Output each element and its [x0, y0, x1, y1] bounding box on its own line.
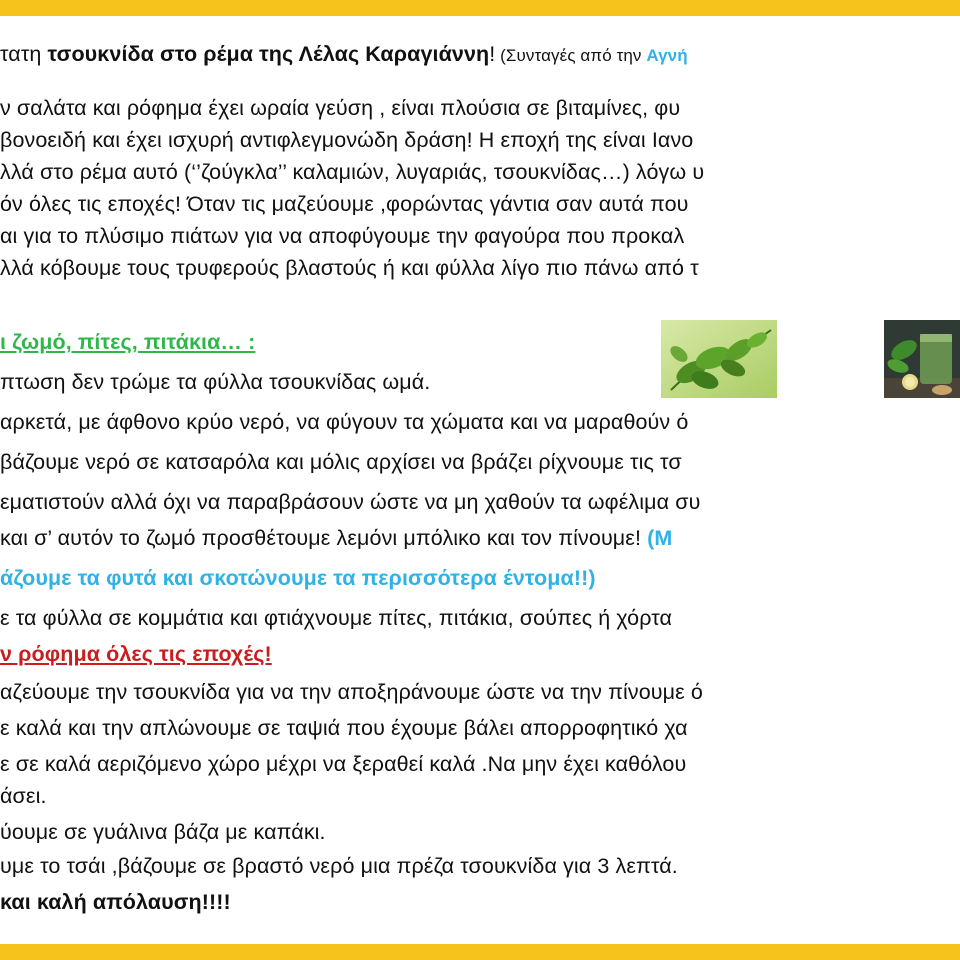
broth-line-7: ε τα φύλλα σε κομμάτια και φτιάχνουμε πίτες, πιτάκια, σούπες ή χόρτα [0, 606, 673, 630]
top-yellow-border [0, 0, 960, 16]
closing-line: και καλή απόλαυση!!!! [0, 890, 231, 914]
intro-line-5: αι για το πλύσιμο πιάτων για να αποφύγουμε την φαγούρα που προκαλ [0, 224, 685, 248]
tea-line-1: αζεύουμε την τσουκνίδα για να την αποξηράνουμε ώστε να την πίνουμε ό [0, 680, 703, 704]
tea-line-3: ε σε καλά αεριζόμενο χώρο μέχρι να ξεραθεί καλά .Να μην έχει καθόλου [0, 752, 687, 776]
tea-line-2: ε καλά και την απλώνουμε σε ταψιά που έχουμε βάλει απορροφητικό χα [0, 716, 688, 740]
nettle-tea-photo [884, 320, 960, 398]
broth-line-4: εματιστούν αλλά όχι να παραβράσουν ώστε να μη χαθούν τα ωφέλιμα συ [0, 490, 701, 514]
title-source: (Συνταγές από την [495, 46, 647, 65]
bottom-yellow-border [0, 944, 960, 960]
tea-line-4: άσει. [0, 784, 47, 808]
intro-line-4: όν όλες τις εποχές! Όταν τις μαζεύουμε ,φορώντας γάντια σαν αυτά που [0, 192, 689, 216]
broth-line-2: αρκετά, με άφθονο κρύο νερό, να φύγουν τα χώματα και να μαραθούν ό [0, 410, 689, 434]
intro-line-1: ν σαλάτα και ρόφημα έχει ωραία γεύση , είναι πλούσια σε βιταμίνες, φυ [0, 96, 681, 120]
broth-note-start: (Μ [647, 526, 673, 550]
intro-line-6: λλά κόβουμε τους τρυφερούς βλαστούς ή και φύλλα λίγο πιο πάνω από τ [0, 256, 699, 280]
title-author: Αγνή [646, 46, 688, 65]
tea-line-5: ύουμε σε γυάλινα βάζα με καπάκι. [0, 820, 326, 844]
broth-line-5: και σ’ αυτόν το ζωμό προσθέτουμε λεμόνι μπόλικο και τον πίνουμε! (Μ [0, 526, 673, 550]
section-tea-heading: ν ρόφημα όλες τις εποχές! [0, 642, 272, 666]
title-bold: τσουκνίδα στο ρέμα της Λέλας Καραγιάννη [47, 42, 490, 66]
broth-line-3: βάζουμε νερό σε κατσαρόλα και μόλις αρχίσει να βράζει ρίχνουμε τις τσ [0, 450, 682, 474]
broth-line-1: πτωση δεν τρώμε τα φύλλα τσουκνίδας ωμά. [0, 370, 431, 394]
nettle-leaves-photo [661, 320, 777, 398]
broth-note: άζουμε τα φυτά και σκοτώνουμε τα περισσότερα έντομα!!) [0, 566, 596, 590]
section-broth-heading: ι ζωμό, πίτες, πιτάκια… : [0, 330, 256, 354]
intro-line-2: βονοειδή και έχει ισχυρή αντιφλεγμονώδη δράση! Η εποχή της είναι Ιανο [0, 128, 694, 152]
tea-line-6: υμε το τσάι ,βάζουμε σε βραστό νερό μια πρέζα τσουκνίδα για 3 λεπτά. [0, 854, 678, 878]
intro-line-3: λλά στο ρέμα αυτό (‘’ζούγκλα’’ καλαμιών, λυγαριάς, τσουκνίδας…) λόγω υ [0, 160, 705, 184]
document-title: τατη τσουκνίδα στο ρέμα της Λέλας Καραγιάννη! (Συνταγές από την Αγνή [0, 42, 688, 66]
